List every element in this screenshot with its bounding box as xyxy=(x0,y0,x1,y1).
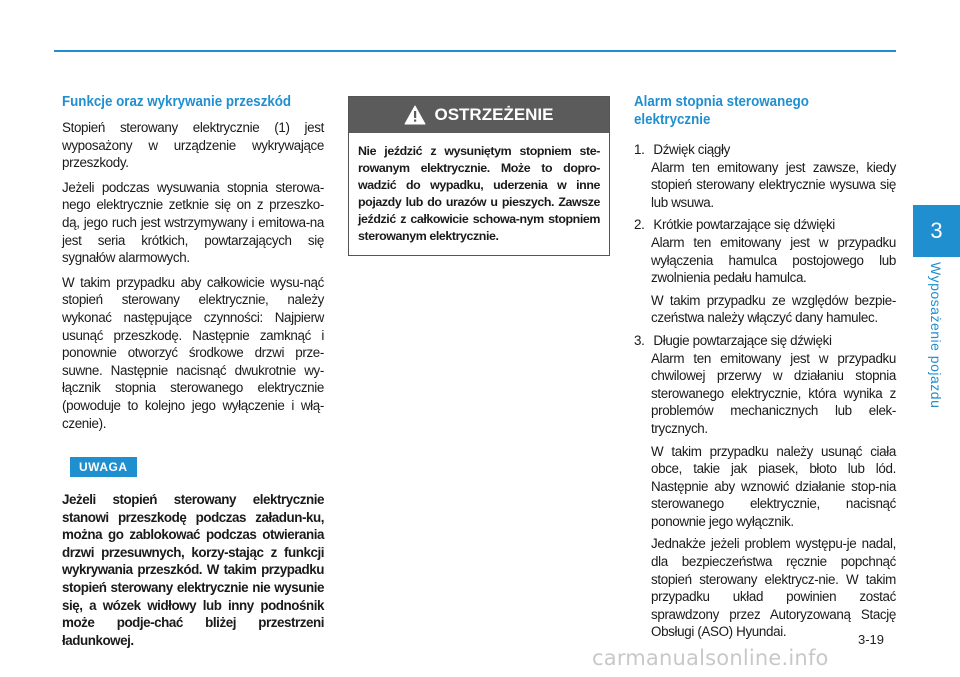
list-number: 2. xyxy=(634,217,645,233)
list-paragraph: Jednakże jeżeli problem występu-je nadal, dla bezpieczeństwa ręcznie popchnąć stopień sterowany elektrycz-nie. W takim przypadku układ powinien zostać sprawdzony przez Autoryzowaną Stację Obsługi (ASO) Hyundai. xyxy=(651,536,896,640)
page-number: 3-19 xyxy=(858,632,885,647)
paragraph: Stopień sterowany elektrycznie (1) jest wyposażony w urządzenie wykrywające przeszkody. xyxy=(62,120,324,171)
left-column xyxy=(62,93,324,656)
warning-text: Nie jeździć z wysuniętym stopniem ste-rowanym elektrycznie. Może to dopro-wadzić do wypadku, uderzenia w inne pojazdy lub do urazów u pieszych. Zawsze jeździć z całkowicie schowa-nym stopniem sterowanym elektrycznie. xyxy=(358,144,600,243)
warning-header xyxy=(349,97,609,133)
section-heading-obstacle: Funkcje oraz wykrywanie przeszkód xyxy=(62,94,292,110)
list-item xyxy=(634,141,896,211)
list-paragraph: Alarm ten emitowany jest w przypadku chwilowej przerwy w działaniu stopnia sterowanego elektrycznie, która wynika z problemów mechanicznych lub elek-trycznych. xyxy=(651,350,896,436)
list-paragraph: W takim przypadku należy usunąć ciała obce, takie jak piasek, błoto lub lód. Następnie aby wznowić działanie stop-nia sterowanego elektrycznie, nacisnąć ponownie jego wyłącznik. xyxy=(651,443,896,529)
top-rule xyxy=(54,50,896,52)
paragraph: Jeżeli podczas wysuwania stopnia sterowa-nego elektrycznie zetknie się on z przeszko-dą, jego ruch jest wstrzymywany i emitowa-na jest seria krótkich, powtarzających się sygnałów alarmowych. xyxy=(62,179,324,266)
list-item-title xyxy=(634,216,896,234)
list-paragraph: W takim przypadku ze względów bezpie-czeństwa należy włączyć dany hamulec. xyxy=(651,292,896,326)
warning-triangle-icon xyxy=(404,105,426,125)
list-number: 1. xyxy=(634,142,645,157)
chapter-label: Wyposażenie pojazdu xyxy=(928,262,944,409)
heading-line: elektrycznie xyxy=(634,112,711,128)
paragraph: W takim przypadku aby całkowicie wysu-nąć stopień sterowany elektrycznie, należy wykonać następujące czynności: Najpierw usunąć przeszkodę. Następnie zamknąć i ponownie otworzyć środkowe drzwi prze-suwne. Następnie nacisnąć dwukrotnie wy-łącznik stopnia sterowanego elektrycznie (powoduje to kolejno jego wyłączenie i włą-czenie). xyxy=(62,274,324,431)
list-paragraph: Alarm ten emitowany jest zawsze, kiedy stopień sterowany elektrycznie wysuwa się lub wsuwa. xyxy=(651,159,896,210)
list-title-text: Krótkie powtarzające się dźwięki xyxy=(653,217,835,233)
warning-box xyxy=(348,96,610,256)
warning-title: OSTRZEŻENIE xyxy=(434,105,554,124)
list-number: 3. xyxy=(634,332,645,348)
chapter-number: 3 xyxy=(930,218,943,243)
list-item xyxy=(634,216,896,327)
heading-line: Alarm stopnia sterowanego xyxy=(634,94,809,110)
list-paragraph: Alarm ten emitowany jest w przypadku wyłączenia hamulca postojowego lub zwolnienia pedału hamulca. xyxy=(651,234,896,286)
notice-text: Jeżeli stopień sterowany elektrycznie stanowi przeszkodę podczas załadun-ku, można go zablokować podczas otwierania drzwi przesuwnych, korzy-stając z funkcji wykrywania przeszkód. W takim przypadku stopień sterowany elektrycznie nie wysunie się, a wózek widłowy lub inny podnośnik może podje-chać bliżej przestrzeni ładunkowej. xyxy=(62,492,324,648)
section-heading-alarm xyxy=(634,93,875,129)
right-column xyxy=(634,93,896,646)
middle-column xyxy=(348,96,610,256)
list-item xyxy=(634,332,896,641)
watermark: carmanualsonline.info xyxy=(592,646,829,670)
list-title-text: Długie powtarzające się dźwięki xyxy=(653,332,832,348)
list-title-text: Dźwięk ciągły xyxy=(653,142,730,157)
list-item-title xyxy=(634,332,896,350)
chapter-number-tab xyxy=(913,205,960,257)
list-item-title xyxy=(634,141,896,159)
notice-badge: UWAGA xyxy=(70,457,137,477)
